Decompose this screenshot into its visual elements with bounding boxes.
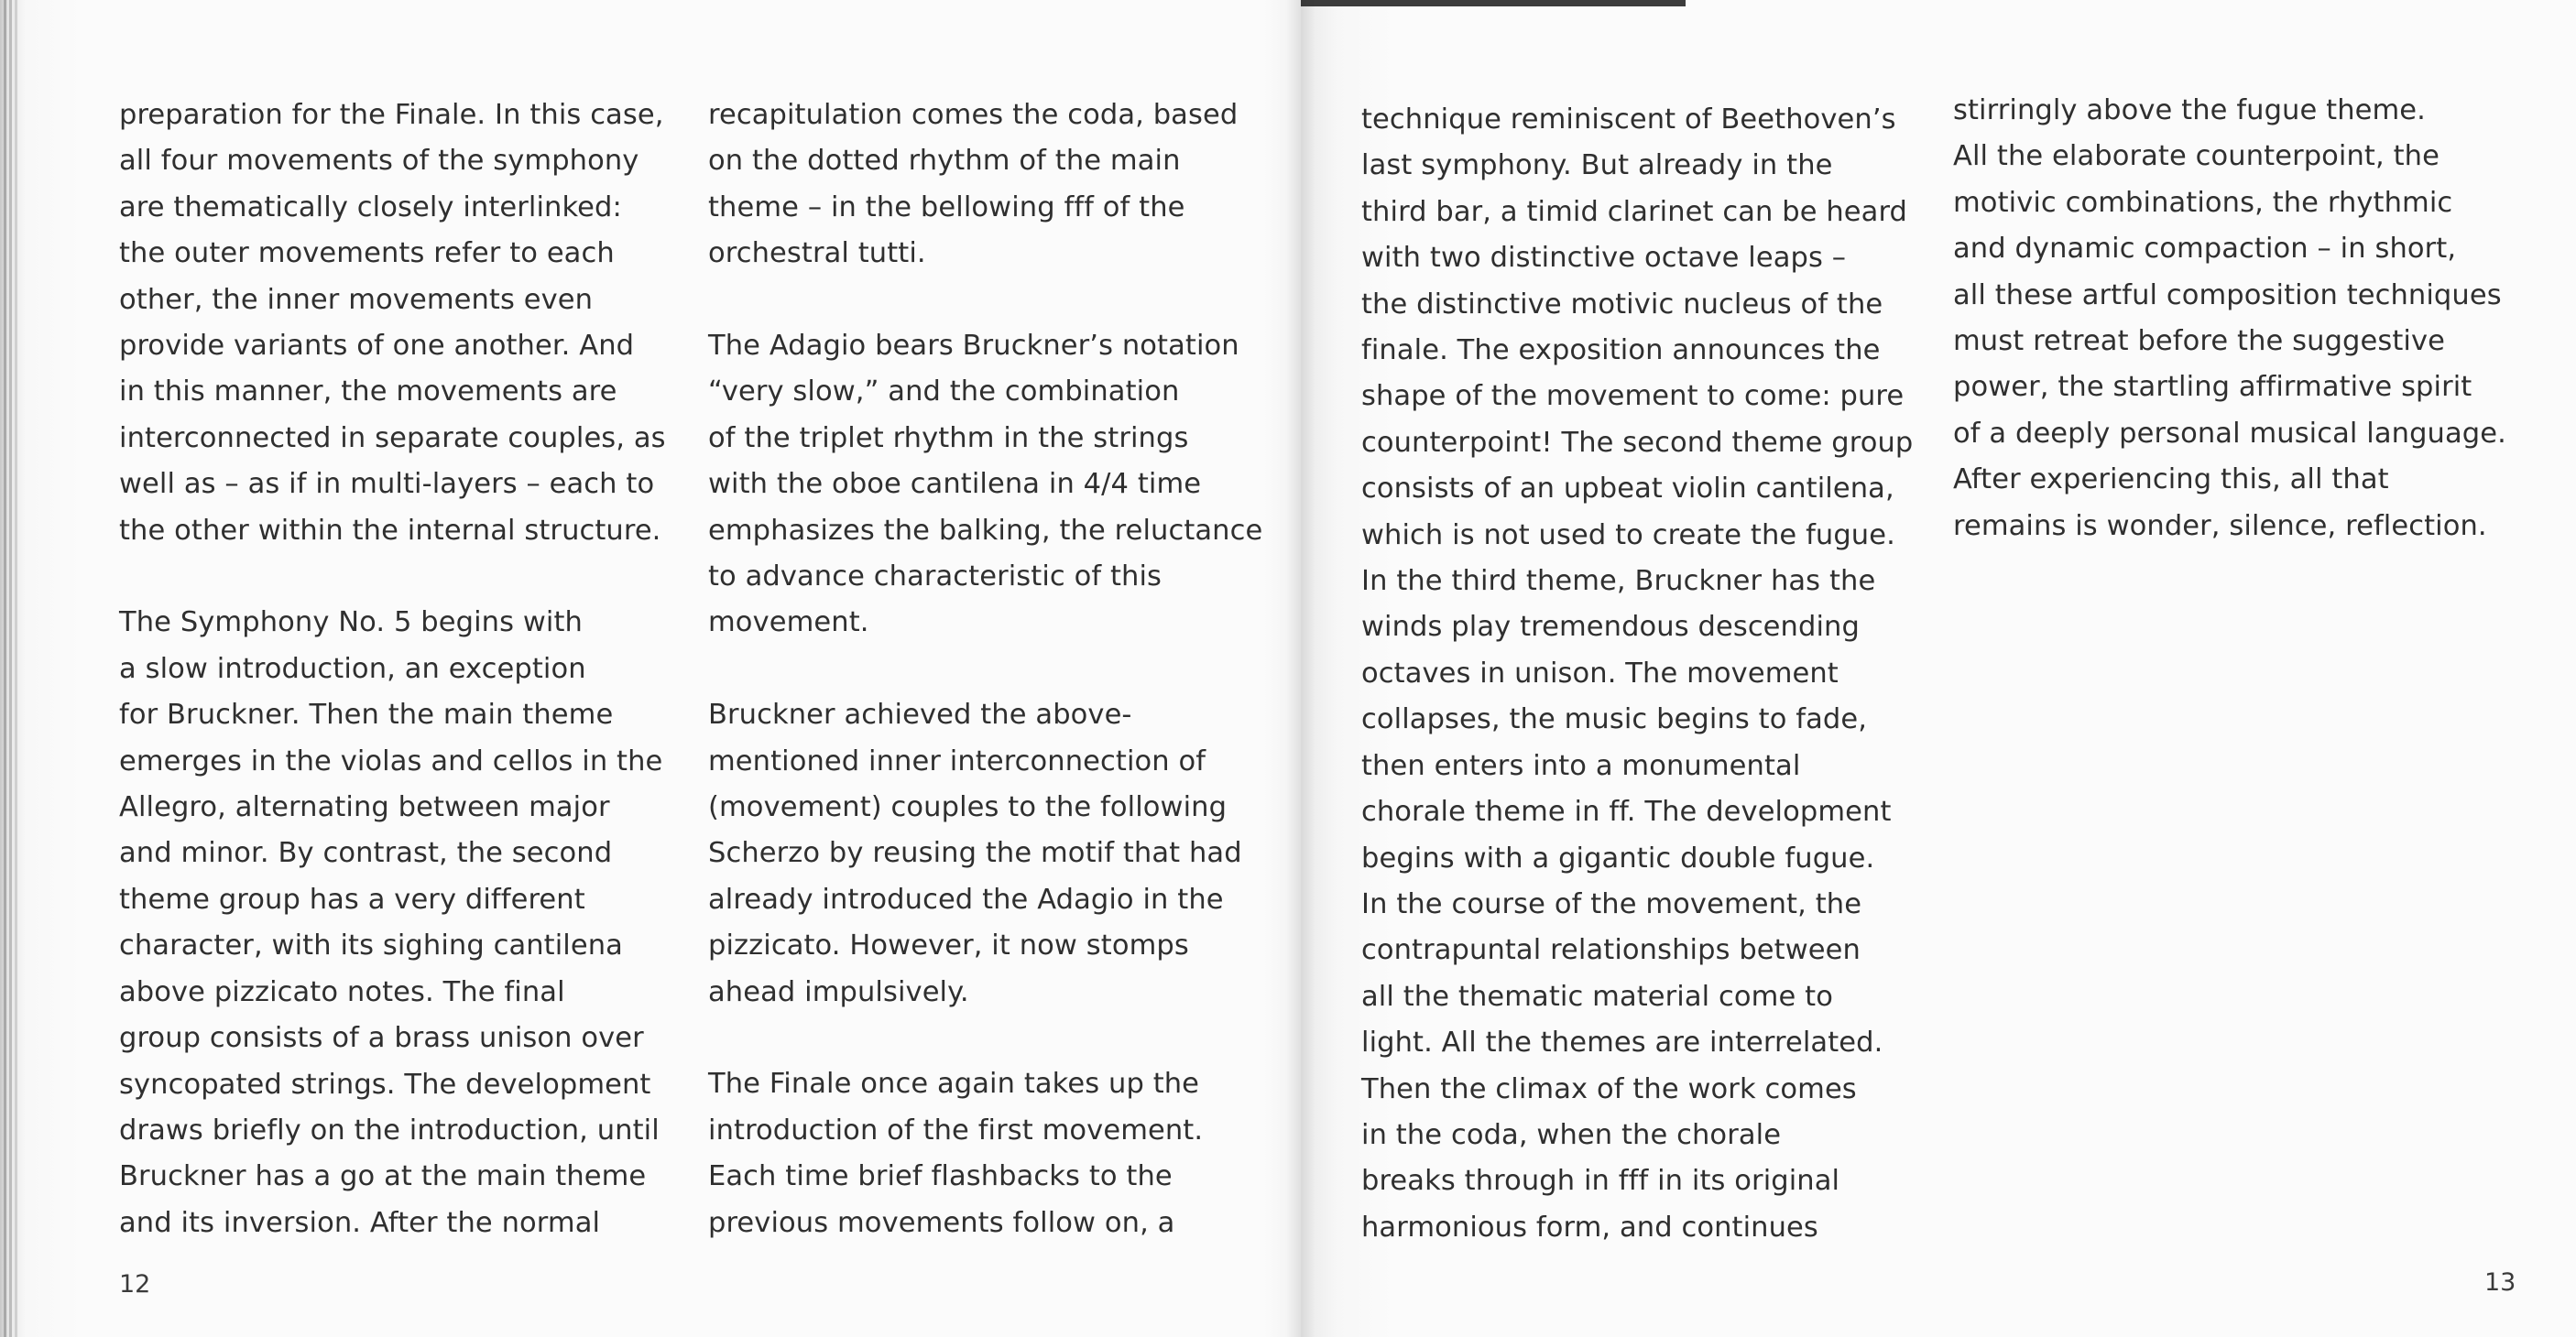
left-page-column-2 [708,92,1267,1246]
right-page-column-1 [1361,97,1920,1251]
left-page-column-1 [119,92,669,1246]
right-page [1301,0,2576,1337]
page-edge [4,0,6,1337]
book-gutter [1286,0,1315,1337]
right-page-column-2 [1953,88,2521,549]
page-edge [9,0,12,1337]
paragraph: The Symphony No. 5 begins with a slow introduction, an exception for Bruckner. Then the main theme emerges in the violas and cellos in the Allegro, alternating between major and minor. By contrast, the second theme group has a very different character, with its sighing cantilena above pizzicato notes. The final group consists of a brass unison over syncopated strings. The development draws briefly on the introduction, until Bruckner has a go at the main theme and its inversion. After the normal [119,606,663,1239]
paragraph: Bruckner achieved the above- mentioned inner interconnection of (movement) couples to the following Scherzo by reusing the motif that had already introduced the Adagio in the pizzicato. However, it now stomps ahead impulsively. [708,699,1242,1008]
paragraph: stirringly above the fugue theme. All the elaborate counterpoint, the motivic combinations, the rhythmic and dynamic compaction – in short, all these artful composition techniques must retreat before the suggestive power, the startling affirmative spirit of a deeply personal musical language. After experiencing this, all that remains is wonder, silence, reflection. [1953,94,2506,542]
paragraph: technique reminiscent of Beethoven’s last symphony. But already in the third bar, a timid clarinet can be heard with two distinctive octave leaps – the distinctive motivic nucleus of the finale. The exposition announces the shape of the movement to come: pure counterpoint! The second theme group consists of an upbeat violin cantilena, which is not used to create the fugue. In the third theme, Bruckner has the winds play tremendous descending octaves in unison. The movement collapses, the music begins to fade, then enters into a monumental chorale theme in ff. The development begins with a gigantic double fugue. In the course of the movement, the contrapuntal relationships between all the thematic material come to light. All the themes are interrelated. Then the climax of the work comes in the coda, when the chorale breaks through in fff in its original harmonious form, and continues [1361,103,1914,1244]
page-edge [15,0,17,1337]
paragraph: recapitulation comes the coda, based on the dotted rhythm of the main theme – in the bellowing fff of the orchestral tutti. [708,99,1239,270]
paragraph: The Finale once again takes up the introduction of the first movement. Each time brief flashbacks to the previous movements follow on, a [708,1068,1204,1239]
top-edge-strip [1301,0,1686,6]
paragraph: The Adagio bears Bruckner’s notation “very slow,” and the combination of the triplet rhythm in the strings with the oboe cantilena in 4/4 time emphasizes the balking, the reluctance to advance characteristic of this movement. [708,330,1263,639]
page-number: 12 [119,1270,151,1299]
page-number: 13 [2484,1268,2516,1297]
paragraph: preparation for the Finale. In this case, all four movements of the symphony are thematically closely interlinked: the outer movements refer to each other, the inner movements even provide variants of one another. And in this manner, the movements are interconnected in separate couples, as well as – as if in multi-layers – each to the other within the internal structure. [119,99,666,547]
